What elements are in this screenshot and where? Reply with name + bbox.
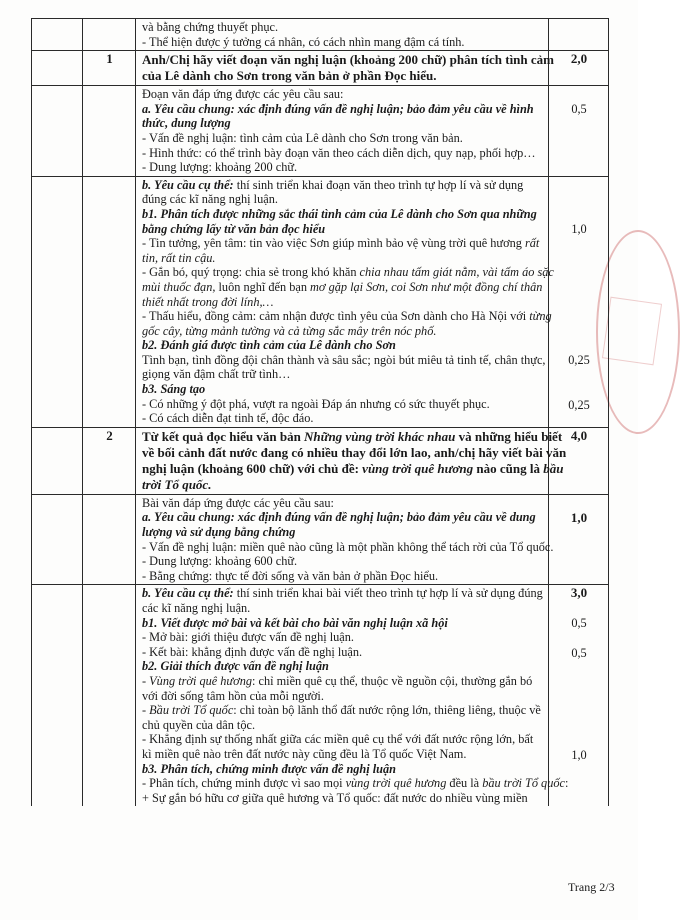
text-fragment: rất bbox=[524, 236, 540, 251]
text-fragment: thí sinh triển khai bài viết theo trình tự hợp lí và sử dụng đúng bbox=[233, 586, 543, 601]
section-label: b. Yêu cầu cụ thể: bbox=[142, 177, 234, 192]
section-heading: thức, dung lượng bbox=[142, 116, 231, 131]
table-row bbox=[32, 51, 609, 86]
text-line: về bối cảnh đất nước đang có nhiều thay đổi lớn lao, anh/chị hãy viết bài văn bbox=[142, 444, 567, 460]
text-fragment: : bbox=[564, 776, 569, 791]
specific-requirements bbox=[136, 585, 569, 806]
list-item: - Bằng chứng: thực tế đời sống và văn bản ở phần Đọc hiểu. bbox=[142, 568, 439, 583]
text-fragment: bầu trời Tổ quốc bbox=[482, 776, 565, 791]
list-item bbox=[142, 703, 543, 718]
text-line: các kĩ năng nghị luận. bbox=[142, 601, 251, 615]
general-requirements bbox=[136, 86, 549, 177]
text-line: và bằng chứng thuyết phục. bbox=[142, 20, 279, 34]
text-fragment: - Thấu hiểu, đồng cảm: cảm nhận được tình yêu của Sơn dành cho Hà Nội với bbox=[142, 309, 530, 324]
list-item: - Dung lượng: khoảng 600 chữ. bbox=[142, 554, 298, 569]
text-fragment: chia nhau tấm giát nằm, vài tấm áo sặc bbox=[359, 265, 554, 280]
text-fragment: Bầu trời Tổ quốc bbox=[149, 703, 234, 718]
score-value: 3,0 bbox=[570, 585, 588, 601]
text-line: giọng văn đậm chất trữ tình… bbox=[142, 367, 291, 382]
text-fragment: : chỉ miền quê cụ thể, thuộc về nguồn cội, thường gắn bó bbox=[252, 673, 533, 688]
list-item: - Hình thức: có thể trình bày đoạn văn theo cách diễn dịch, quy nạp, phối hợp… bbox=[142, 145, 536, 160]
text-line: gốc cây, từng mảnh tường và cả từng sắc mây trên nóc phố. bbox=[142, 323, 437, 338]
text-fragment: luôn nghĩ đến bạn bbox=[215, 279, 311, 294]
list-item: - Kết bài: khẳng định được vấn đề nghị luận. bbox=[142, 644, 363, 659]
table-row bbox=[32, 585, 609, 806]
text-fragment: nghị luận (khoảng 600 chữ) với chủ đề: bbox=[142, 460, 363, 476]
text-line: Anh/Chị hãy viết đoạn văn nghị luận (khoảng 200 chữ) phân tích tình cảm bbox=[142, 52, 554, 68]
text-line: Đoạn văn đáp ứng được các yêu cầu sau: bbox=[142, 87, 344, 102]
score-cell bbox=[549, 494, 609, 585]
text-fragment: thí sinh triển khai đoạn văn theo trình tự hợp lí và sử dụng bbox=[233, 177, 524, 192]
score-value: 0,25 bbox=[568, 353, 590, 368]
score-cell bbox=[549, 176, 609, 427]
specific-requirements bbox=[136, 176, 554, 427]
list-item bbox=[142, 309, 552, 324]
text-line: chủ quyền của dân tộc. bbox=[142, 717, 256, 732]
table-row bbox=[32, 86, 609, 177]
list-item bbox=[142, 674, 543, 689]
section-heading: b1. Phân tích được những sắc thái tình cảm của Lê dành cho Sơn qua những bbox=[142, 206, 537, 221]
list-item: - Khẳng định sự thống nhất giữa các miền quê cụ thể với đất nước rộng lớn, bất bbox=[142, 732, 534, 747]
list-item: - Vấn đề nghị luận: miền quê nào cũng là một phần không thể tách rời của Tổ quốc. bbox=[142, 539, 554, 554]
section-heading: b1. Viết được mở bài và kết bài cho bài văn nghị luận xã hội bbox=[142, 615, 448, 630]
text-fragment: - Tin tưởng, yên tâm: tin vào việc Sơn giúp mình bảo vệ vùng trời quê hương bbox=[142, 236, 525, 251]
section-heading: bằng chứng lấy từ văn bản đọc hiểu bbox=[142, 221, 326, 236]
score-value: 0,5 bbox=[571, 616, 587, 630]
page-number: Trang 2/3 bbox=[568, 880, 615, 894]
text-line: thiết nhất trong đời lính,… bbox=[142, 294, 274, 309]
question-number: 1 bbox=[83, 51, 136, 86]
text-fragment: bầu bbox=[543, 460, 564, 476]
text-fragment: : chỉ toàn bộ lãnh thổ đất nước rộng lớn, thiêng liêng, thuộc về bbox=[233, 703, 541, 718]
text-fragment: Vùng trời quê hương bbox=[149, 673, 253, 688]
text-fragment: - Phân tích, chứng minh được vì sao mọi bbox=[142, 776, 346, 791]
section-heading: a. Yêu cầu chung: xác định đúng vấn đề nghị luận; bảo đảm yêu cầu về hình bbox=[142, 101, 534, 116]
text-line: + Sự gắn bó hữu cơ giữa quê hương và Tổ quốc: đất nước do nhiều vùng miền bbox=[142, 790, 528, 805]
text-fragment: mơ gặp lại Sơn, coi Sơn như một đồng chí thân bbox=[310, 279, 543, 294]
section-label: b. Yêu cầu cụ thể: bbox=[142, 586, 234, 601]
score-value: 0,5 bbox=[571, 645, 587, 660]
score-value: 1,0 bbox=[571, 748, 587, 763]
section-heading: b3. Phân tích, chứng minh được vấn đề nghị luận bbox=[142, 761, 397, 776]
list-item bbox=[142, 236, 543, 251]
red-seal-emblem bbox=[602, 297, 662, 366]
table-row bbox=[32, 19, 609, 51]
text-fragment: - bbox=[142, 703, 150, 718]
table-row bbox=[32, 494, 609, 585]
section-heading: b2. Giải thích được vấn đề nghị luận bbox=[142, 659, 329, 674]
text-line: với đời sống tâm hồn của mỗi người. bbox=[142, 688, 324, 703]
text-fragment: đều là bbox=[446, 776, 483, 791]
list-item: - Vấn đề nghị luận: tình cảm của Lê dành cho Sơn trong văn bản. bbox=[142, 130, 463, 145]
question-prompt bbox=[136, 427, 567, 494]
list-item: - Có những ý đột phá, vượt ra ngoài Đáp án nhưng có sức thuyết phục. bbox=[142, 396, 490, 411]
scoring-table bbox=[31, 18, 609, 806]
text-line: - Thể hiện được ý tưởng cá nhân, có cách nhìn mang đậm cá tính. bbox=[142, 34, 465, 49]
text-line: của Lê dành cho Sơn trong văn bản ở phần Đọc hiểu. bbox=[142, 68, 437, 84]
score-value: 1,0 bbox=[571, 221, 587, 236]
text-line: kì miền quê nào trên đất nước này cũng đều là Tổ quốc Việt Nam. bbox=[142, 746, 467, 761]
text-fragment: từng bbox=[529, 309, 552, 324]
score-value: 1,0 bbox=[570, 509, 588, 525]
section-heading: lượng và sử dụng bằng chứng bbox=[142, 525, 296, 540]
text-line: Tình bạn, tình đồng đội chân thành và sâu sắc; ngòi bút miêu tả tinh tế, chân thực, bbox=[142, 352, 546, 367]
text-fragment: và những hiểu biết bbox=[455, 428, 563, 444]
score-cell bbox=[549, 585, 609, 806]
section-heading: b3. Sáng tạo bbox=[142, 382, 206, 397]
score-value: 0,5 bbox=[571, 102, 587, 117]
text-fragment: Những vùng trời khác nhau bbox=[304, 428, 456, 444]
section-heading: b2. Đánh giá được tình cảm của Lê dành cho Sơn bbox=[142, 338, 396, 353]
question-score: 2,0 bbox=[549, 51, 609, 86]
text-fragment: nào cũng là bbox=[473, 460, 544, 476]
list-item bbox=[142, 265, 554, 280]
text-line: trời Tổ quốc. bbox=[142, 476, 212, 492]
section-heading: a. Yêu cầu chung: xác định đúng vấn đề nghị luận; bảo đảm yêu cầu về dung bbox=[142, 510, 536, 525]
text-fragment: Từ kết quả đọc hiểu văn bản bbox=[142, 428, 305, 444]
score-cell bbox=[549, 86, 609, 177]
text-line: Bài văn đáp ứng được các yêu cầu sau: bbox=[142, 495, 334, 510]
text-fragment: mùi thuốc đạn, bbox=[142, 279, 216, 294]
question-score: 4,0 bbox=[549, 427, 609, 494]
question-prompt bbox=[136, 51, 554, 86]
text-line: tin, rất tin cậu. bbox=[142, 250, 216, 265]
text-fragment: - Gắn bó, quý trọng: chia sẻ trong khó khăn bbox=[142, 265, 360, 280]
table-row bbox=[32, 176, 609, 427]
list-item: - Có cách diễn đạt tinh tế, độc đáo. bbox=[142, 411, 314, 426]
table-row bbox=[32, 427, 609, 494]
text-fragment: vùng trời quê hương bbox=[362, 460, 474, 476]
question-number: 2 bbox=[83, 427, 136, 494]
general-requirements bbox=[136, 494, 554, 585]
text-line: đúng các kĩ năng nghị luận. bbox=[142, 192, 278, 207]
text-fragment: - bbox=[142, 673, 150, 688]
text-fragment: vùng trời quê hương bbox=[345, 776, 447, 791]
list-item: - Mở bài: giới thiệu được vấn đề nghị luận. bbox=[142, 630, 354, 645]
score-value: 0,25 bbox=[568, 397, 590, 412]
list-item: - Dung lượng: khoảng 200 chữ. bbox=[142, 160, 298, 175]
continuation-cell bbox=[136, 19, 549, 51]
